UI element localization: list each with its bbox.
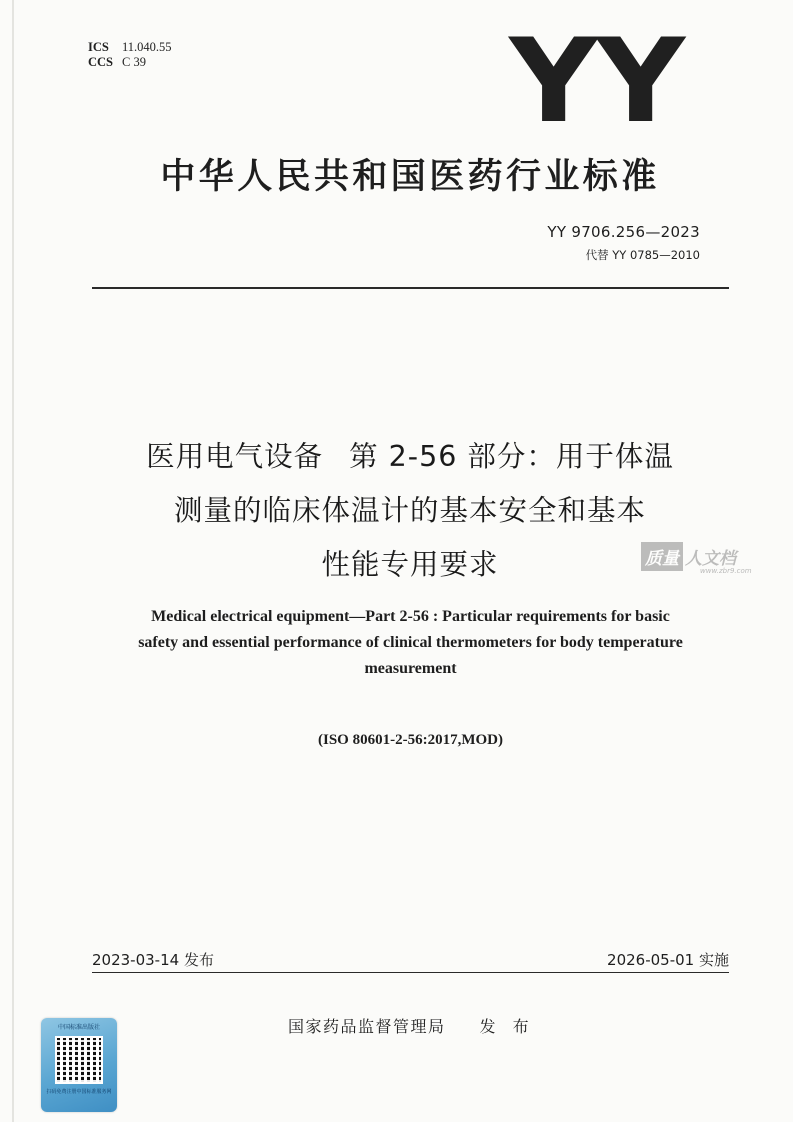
qr-sticker-note: 扫码免费注册中国标准服务网	[46, 1089, 112, 1095]
issuer-name: 国家药品监督管理局	[288, 1017, 446, 1036]
ics-code	[88, 40, 172, 55]
replaces-standard: 代替 YY 0785—2010	[585, 248, 700, 262]
ics-key: ICS	[88, 40, 109, 54]
ccs-code	[88, 55, 172, 70]
issue-date: 2023-03-14 发布	[92, 951, 214, 969]
header-divider	[92, 287, 729, 289]
standard-type-title: 中华人民共和国医药行业标准	[160, 157, 660, 197]
en-title-line-1: Medical electrical equipment—Part 2-56 : Particular requirements for basic	[151, 608, 670, 625]
qr-sticker[interactable]	[41, 1018, 117, 1112]
qr-sticker-label: 中国标准出版社	[57, 1024, 100, 1031]
yy-logo: YY	[509, 14, 683, 149]
footer-divider	[92, 972, 729, 973]
en-title-line-3: measurement	[364, 660, 457, 677]
english-title	[92, 604, 729, 682]
en-title-line-2: safety and essential performance of clinical thermometers for body temperature	[138, 634, 683, 651]
page-edge	[12, 0, 14, 1122]
ccs-key: CCS	[88, 55, 114, 69]
watermark-text: 人文档	[685, 549, 736, 569]
issuer-action: 发 布	[479, 1017, 535, 1036]
ccs-value: C 39	[122, 55, 146, 69]
watermark-url: www.zbr9.com	[700, 567, 752, 575]
classification-codes	[88, 40, 172, 70]
standard-number: YY 9706.256—2023	[547, 223, 700, 241]
qr-code-icon[interactable]	[55, 1036, 103, 1084]
cn-title-part-b: 第 2-56 部分：用于体温	[349, 440, 674, 473]
implementation-date: 2026-05-01 实施	[607, 951, 729, 969]
watermark-box-text: 质量	[641, 542, 683, 571]
cn-title-line-1	[70, 430, 750, 484]
cn-title-line-3: 性能专用要求	[321, 548, 499, 581]
cn-title-line-2: 测量的临床体温计的基本安全和基本	[173, 494, 646, 527]
cn-title-part-a: 医用电气设备	[146, 440, 324, 473]
issuer	[288, 1014, 535, 1037]
iso-reference: (ISO 80601-2-56:2017,MOD)	[318, 732, 503, 748]
ics-value: 11.040.55	[122, 40, 172, 54]
